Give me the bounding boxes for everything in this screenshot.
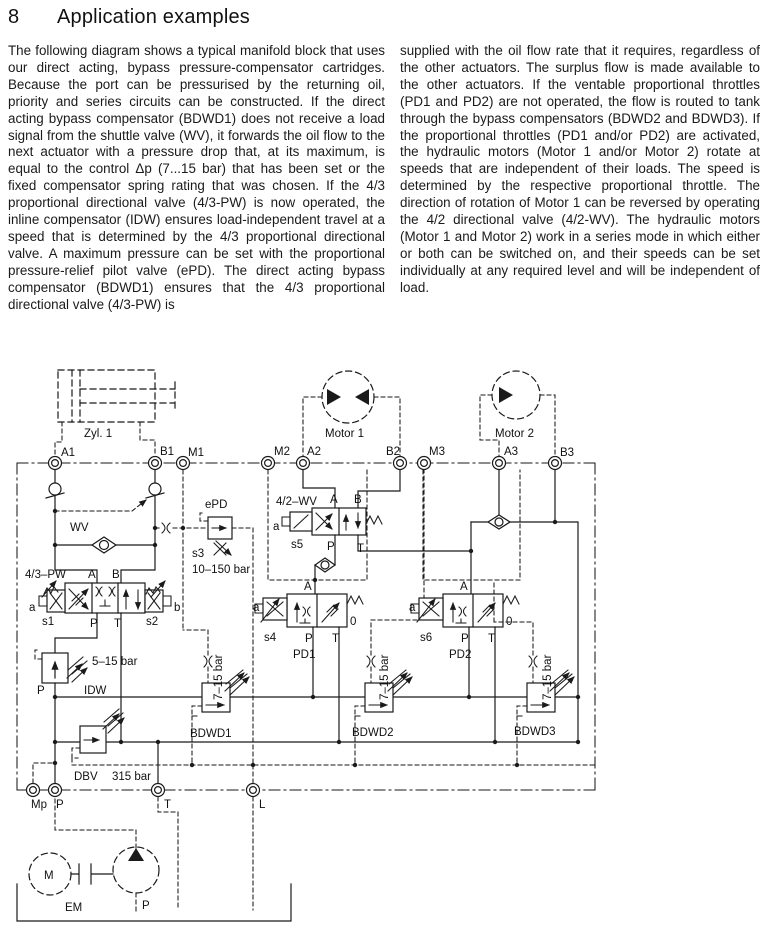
valve-4-2-wv (268, 470, 471, 594)
diagram-label: A (460, 581, 468, 593)
diagram-label: s3 (192, 548, 205, 560)
diagram-label: IDW (84, 685, 107, 697)
diagram-label: B1 (160, 446, 175, 458)
diagram-label: P (327, 541, 335, 553)
diagram-label: s1 (42, 616, 55, 628)
port-mp (27, 784, 40, 797)
diagram-label: P (142, 900, 150, 912)
diagram-label: a (273, 521, 280, 533)
port-t (152, 784, 165, 797)
body-column-left: The following diagram shows a typical manifold block that uses our direct acting, bypass pressure-compensator cartridges. Because the port can be pressurised by the returning oil, priority and series circuits can be constructed. If the direct acting bypass compensator (BDWD1) does not receive a load signal from the shuttle valve (WV), it forwards the oil flow to the next actuator with a pressure drop that, at its maximum, is equal to the control Δp (7...15 bar) that has been set or the fixed compensator spring rating that was chosen. If the 4/3 proportional directional valve (4/3-PW) is now operated, the inline compensator (IDW) ensures load-independent travel at a speed that is determined by the 4/3 proportional directional valve. A maximum pressure can be set with the proportional pressure-relief pilot valve (ePD). The direct acting bypass compensator (BDWD1) ensures that the 4/3 proportional directional valve (4/3-PW) is (8, 43, 385, 312)
port-m3 (418, 457, 431, 470)
diagram-label: 7–15 bar (379, 654, 391, 700)
compensator-idw (35, 650, 87, 790)
diagram-label: A (330, 494, 338, 506)
diagram-label: s6 (420, 632, 433, 644)
diagram-label: T (164, 799, 172, 811)
junction-dots (53, 509, 580, 767)
diagram-label: T (332, 633, 340, 645)
section-number: 8 (8, 6, 20, 28)
diagram-label: M (44, 870, 54, 882)
diagram-label: s4 (264, 632, 277, 644)
diagram-label: DBV (74, 771, 98, 783)
diagram-label: A (88, 569, 96, 581)
motor-1 (303, 371, 400, 456)
diagram-label: EM (65, 902, 83, 914)
diagram-label: P (461, 633, 469, 645)
diagram-label: M1 (188, 447, 204, 459)
diagram-label: P (56, 799, 64, 811)
diagram-label: BDWD2 (352, 727, 394, 739)
check-valves-and-shuttle (46, 470, 164, 583)
diagram-label: PD2 (449, 649, 472, 661)
diagram-label: M3 (429, 446, 445, 458)
diagram-label: P (37, 685, 45, 697)
port-l (247, 784, 260, 797)
diagram-label: B2 (386, 446, 401, 458)
relief-valve-dbv (72, 709, 124, 765)
cylinder-zyl1 (55, 370, 175, 456)
diagram-label: Zyl. 1 (84, 428, 113, 440)
diagram-label: P (305, 633, 313, 645)
diagram-label: T (114, 618, 122, 630)
port-a3 (493, 457, 506, 470)
diagram-label: Mp (31, 799, 47, 811)
port-p (49, 784, 62, 797)
body-column-right: supplied with the oil flow rate that it requires, regardless of the other actuators. The surplus flow is made available to the other actuators. If the ventable proportional throttles (PD1 and PD2) are not operated, the flow is routed to tank through the bypass compensators (BDWD2 and BDWD3). If the proportional throttles (PD1 and/or PD2) are activated, the hydraulic motors (Motor 1 and/or Motor 2) rotate at speeds that are independent of their loads. The speed is determined by the respective proportional throttle. The direction of rotation of Motor 1 can be reversed by operating the 4/2 directional valve (4/2-WV). The hydraulic motors (Motor 1 and Motor 2) work in a series mode in which either or both can be switched on, and their speeds can be set individually at any required level and will be independent of load. (400, 43, 760, 295)
diagram-label: PD1 (293, 649, 316, 661)
diagram-label: 10–150 bar (192, 564, 251, 576)
diagram-label: A1 (61, 447, 76, 459)
port-m2 (262, 457, 275, 470)
port-a2 (297, 457, 310, 470)
diagram-label: 4/3–PW (25, 569, 66, 581)
coupling-symbol (71, 864, 113, 884)
diagram-label: BDWD3 (514, 726, 556, 738)
diagram-label: b (174, 602, 181, 614)
power-unit (17, 797, 291, 921)
section-title: Application examples (57, 6, 250, 28)
diagram-label: a (409, 602, 416, 614)
diagram-label: BDWD1 (190, 728, 232, 740)
diagram-label: WV (70, 522, 89, 534)
diagram-label: s5 (291, 539, 304, 551)
diagram-label: A3 (504, 446, 519, 458)
port-b1 (149, 457, 162, 470)
diagram-label: 7–15 bar (213, 654, 225, 700)
diagram-label: a (253, 602, 260, 614)
diagram-label: B (112, 569, 120, 581)
diagram-label: Motor 2 (495, 428, 534, 440)
diagram-label: P (90, 618, 98, 630)
throttle-pd1 (255, 594, 363, 742)
diagram-label: Motor 1 (325, 428, 364, 440)
port-a1 (49, 457, 62, 470)
diagram-label: 315 bar (112, 771, 152, 783)
diagram-label: T (488, 633, 496, 645)
diagram-label: a (29, 602, 36, 614)
diagram-label: 0 (506, 616, 513, 628)
diagram-label: A (304, 581, 312, 593)
pilot-valve-epd (155, 470, 253, 765)
diagram-label: 0 (350, 616, 357, 628)
diagram-label: 7–15 bar (542, 654, 554, 700)
diagram-label: 5–15 bar (92, 656, 138, 668)
diagram-label: 4/2–WV (276, 496, 317, 508)
diagram-label: L (259, 799, 266, 811)
motor-2 (480, 371, 555, 456)
diagram-label: s2 (146, 616, 159, 628)
port-b2 (394, 457, 407, 470)
diagram-label: A2 (307, 446, 322, 458)
diagram-label: ePD (205, 499, 228, 511)
diagram-label: B (354, 494, 362, 506)
diagram-label: M2 (274, 446, 290, 458)
diagram-label: T (357, 543, 365, 555)
diagram-label: B3 (560, 447, 575, 459)
